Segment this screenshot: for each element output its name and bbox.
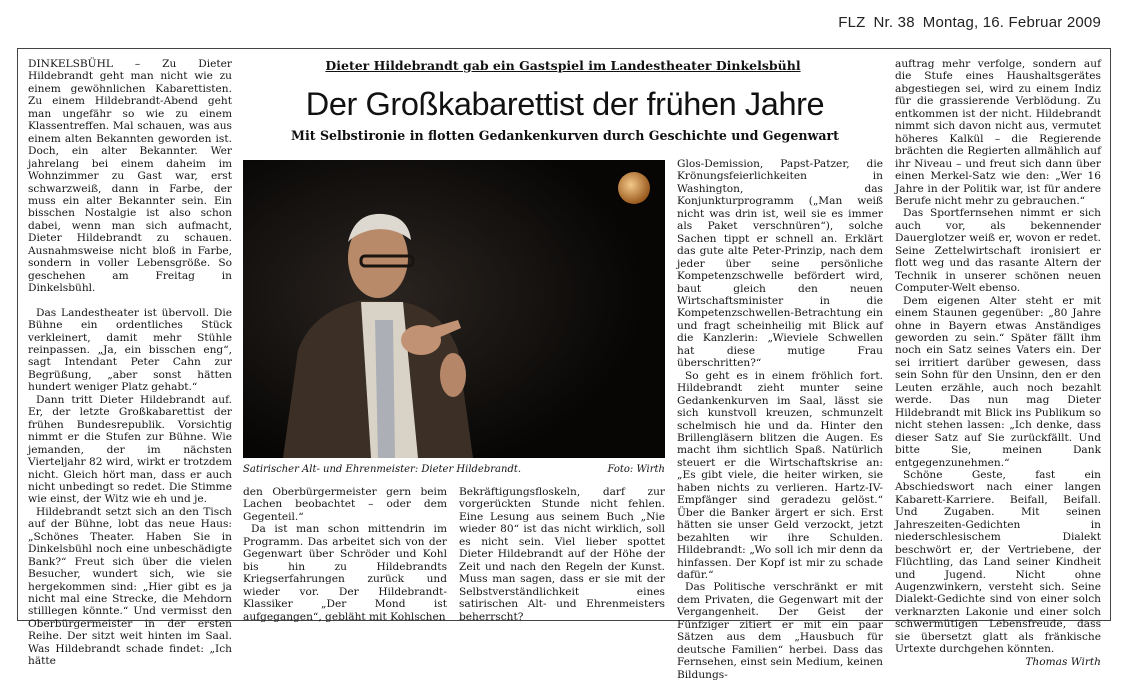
hildebrandt-photo-illustration	[243, 160, 665, 458]
paragraph: Dann tritt Dieter Hildebrandt auf. Er, der letzte Großkabarettist der frühen Bundesrepublik. Vorsichtig nimmt er die Stufen zur Bühne. Wie jemanden, der im nächsten Vierteljahr 82 wird, wirkt er trotzdem nicht. Gleich hört man, dass er auch nicht unbedingt so redet. Die Stimme wie einst, der Witz wie eh und je.	[28, 393, 232, 506]
column-2	[243, 486, 447, 623]
paragraph: So geht es in einem fröhlich fort. Hildebrandt zieht munter seine Gedankenkurven im Saal, lässt sie sich kunstvoll kreuzen, schmunzelt schelmisch hie und da. Hinter den Brillengläsern blitzen die Augen. Es macht ihm sichtlich Spaß. Natürlich steuert er die Wirtschaftskrise an: „Es gibt viele, die heiter wirken, sie haben nichts zu verlieren. Hartz-IV-Empfänger sind geradezu gelöst.“ Über die Banker ärgert er sich. Erst hätten sie unser Geld verzockt, jetzt bezahlten wir ihre Schulden. Hildebrandt: „Wo soll ich mir denn da hinfassen. Der Kopf ist mir zu schade dafür.“	[677, 369, 883, 581]
article-photo	[243, 160, 665, 458]
paragraph: Bekräftigungsfloskeln, darf zur vorgerückten Stunde nicht fehlen. Eine Lesung aus seinem Buch „Nie wieder 80“ ist das nicht wirklich, soll es nicht sein. Viel lieber spottet Dieter Hildebrandt auf der Höhe der Zeit und nach den Regeln der Kunst. Muss man sagen, dass er sie mit der Selbstverständlichkeit eines satirischen Alt- und Ehrenmeisters beherrscht?	[459, 486, 665, 623]
paragraph: auftrag mehr verfolge, sondern auf die Stufe eines Haushaltsgerätes abgestiegen sei, wird zu einem Indiz für die grassierende Verblödung. Zu entkommen ist der nicht. Hildebrandt nimmt sich davon nicht aus, vermutet höheres Kalkül – die Regierende brächten die Regierten allmählich auf ihr Niveau – und freut sich dann über einen Merkel-Satz wie den: „Wer 16 Jahre in der Politik war, ist für andere Berufe nicht mehr zu gebrauchen.“	[895, 58, 1101, 207]
article-subhead: Mit Selbstironie in flotten Gedankenkurven durch Geschichte und Gegenwart	[291, 128, 839, 143]
column-5	[895, 58, 1101, 668]
masthead	[830, 14, 1101, 31]
paragraph: Das Politische verschränkt er mit dem Privaten, die Gegenwart mit der Vergangenheit. Der Geist der Fünfziger zitiert er mit ein paar Sätzen aus dem „Hausbuch für deutsche Familien“ herbei. Dass das Fernsehen, einst sein Medium, keinen Bildungs-	[677, 581, 883, 681]
article-headline: Der Großkabarettist der frühen Jahre	[305, 86, 825, 122]
photo-caption: Satirischer Alt- und Ehrenmeister: Dieter Hildebrandt.	[243, 464, 522, 475]
paragraph: DINKELSBÜHL – Zu Dieter Hildebrandt geht man nicht wie zu einem gewöhnlichen Kabarettisten. Zu einem Hildebrandt-Abend geht man ungefähr so wie zu einem Klassentreffen. Mal schauen, was aus einem alten Bekannten geworden ist. Doch, ein alter Bekannter. Wer jahrelang bei einem daheim im Wohnzimmer zu Gast war, erst schwarzweiß, dann in Farbe, der muss ein alter Bekannter sein. Ein bisschen Nostalgie ist also schon dabei, wenn man sich aufmacht, Dieter Hildebrandt zu schauen. Ausnahmsweise nicht bloß in Farbe, sondern in voller Lebensgröße. So geschehen am Freitag in Dinkelsbühl.	[28, 58, 232, 295]
issue-number: Nr. 38	[873, 14, 915, 31]
paragraph-text: Schöne Geste, fast ein Abschiedswort nach einer langen Kabarett-Karriere. Beifall, Beifall. Und Zugaben. Mit seinen Jahreszeiten-Gedichten in niederschlesischem Dialekt beschwört er, der Vertriebene, der Flüchtling, das Land seiner Kindheit und Jugend. Nicht ohne Augenzwinkern, versteht sich. Seine Dialekt-Gedichte sind von einer solch verknarzten Lakonie und einer solch schwermütigen Lebensfreude, dass sie übersetzt glatt als fränkische Urtexte durchgehen könnten.	[895, 468, 1101, 656]
paragraph: Glos-Demission, Papst-Patzer, die Krönungsfeierlichkeiten in Washington, das Konjunkturprogramm („Man weiß nicht was drin ist, weil sie es immer als Paket verschnüren“), solche Sachen tippt er schnell an. Erklärt das gute alte Peter-Prinzip, nach dem jeder über seine persönliche Kompetenzschwelle befördert wird, baut gleich den neuen Wirtschaftsminister in die Kompetenzschwellen-Betrachtung ein und fragt scheinheilig mit Blick auf die Kanzlerin: „Wieviele Schwellen hat diese mutige Frau überschritten?“	[677, 158, 883, 370]
paragraph: Hildebrandt setzt sich an den Tisch auf der Bühne, lobt das neue Haus: „Schönes Theater. Haben Sie in Dinkelsbühl noch eine unbeschädigte Bank?“ Freut sich über die vielen Besucher, wundert sich, wie sie hergekommen sind: „Hier gibt es ja nicht mal eine Strecke, die Mehdorn stilllegen könnte.“ Und vermisst den Oberbürgermeister in der ersten Reihe. Der sitzt weit hinten im Saal. Was Hildebrandt schade findet: „Ich hätte	[28, 505, 232, 668]
author-signature: Thomas Wirth	[1025, 655, 1101, 668]
paragraph	[895, 468, 1101, 668]
paragraph: Das Landestheater ist übervoll. Die Bühne ein ordentliches Stück verkleinert, damit mehr Stühle reinpassen. „Ja, ein bisschen eng“, sagt Intendant Peter Cahn zur Begrüßung, „aber sonst hätten hundert weniger Platz gehabt.“	[28, 306, 232, 394]
column-3	[459, 486, 665, 623]
paragraph: Da ist man schon mittendrin im Programm. Das arbeitet sich von der Gegenwart über Schröder und Kohl bis hin zu Hildebrandts Kriegserfahrungen zurück und wieder vor. Der Hildebrandt-Klassiker „Der Mond ist aufgegangen“, gebläht mit Kohlschen	[243, 523, 447, 623]
photo-credit: Foto: Wirth	[607, 464, 665, 475]
paragraph: den Oberbürgermeister gern beim Lachen beobachtet – oder dem Gegenteil.“	[243, 486, 447, 523]
photo-caption-row	[243, 464, 665, 475]
paper-name: FLZ	[838, 14, 866, 31]
stage-lamp	[618, 172, 650, 204]
issue-date: Montag, 16. Februar 2009	[922, 14, 1101, 31]
paragraph: Dem eigenen Alter steht er mit einem Staunen gegenüber: „80 Jahre ohne in Bayern etwas Anständiges geworden zu sein.“ Später fällt ihm noch ein Satz seines Vaters ein. Der sei irritiert darüber gewesen, dass sein Sohn für den Unsinn, den er den Leuten erzähle, auch noch bezahlt werde. Das nun mag Dieter Hildebrandt mit Blick ins Publikum so nicht stehen lassen: „Ich denke, dass dieser Satz auf Sie zurückfällt. Und bitte Sie, meinen Dank entgegenzunehmen.“	[895, 294, 1101, 469]
column-1	[28, 58, 232, 668]
column-4	[677, 158, 883, 681]
paragraph: Das Sportfernsehen nimmt er sich auch vor, als bekennender Dauerglotzer weiß er, wovon er redet. Seine Zettelwirtschaft ironisiert er flott weg und das rasante Altern der Technik in unserer schönen neuen Computer-Welt ebenso.	[895, 207, 1101, 295]
article-kicker: Dieter Hildebrandt gab ein Gastspiel im Landestheater Dinkelsbühl	[325, 58, 801, 73]
